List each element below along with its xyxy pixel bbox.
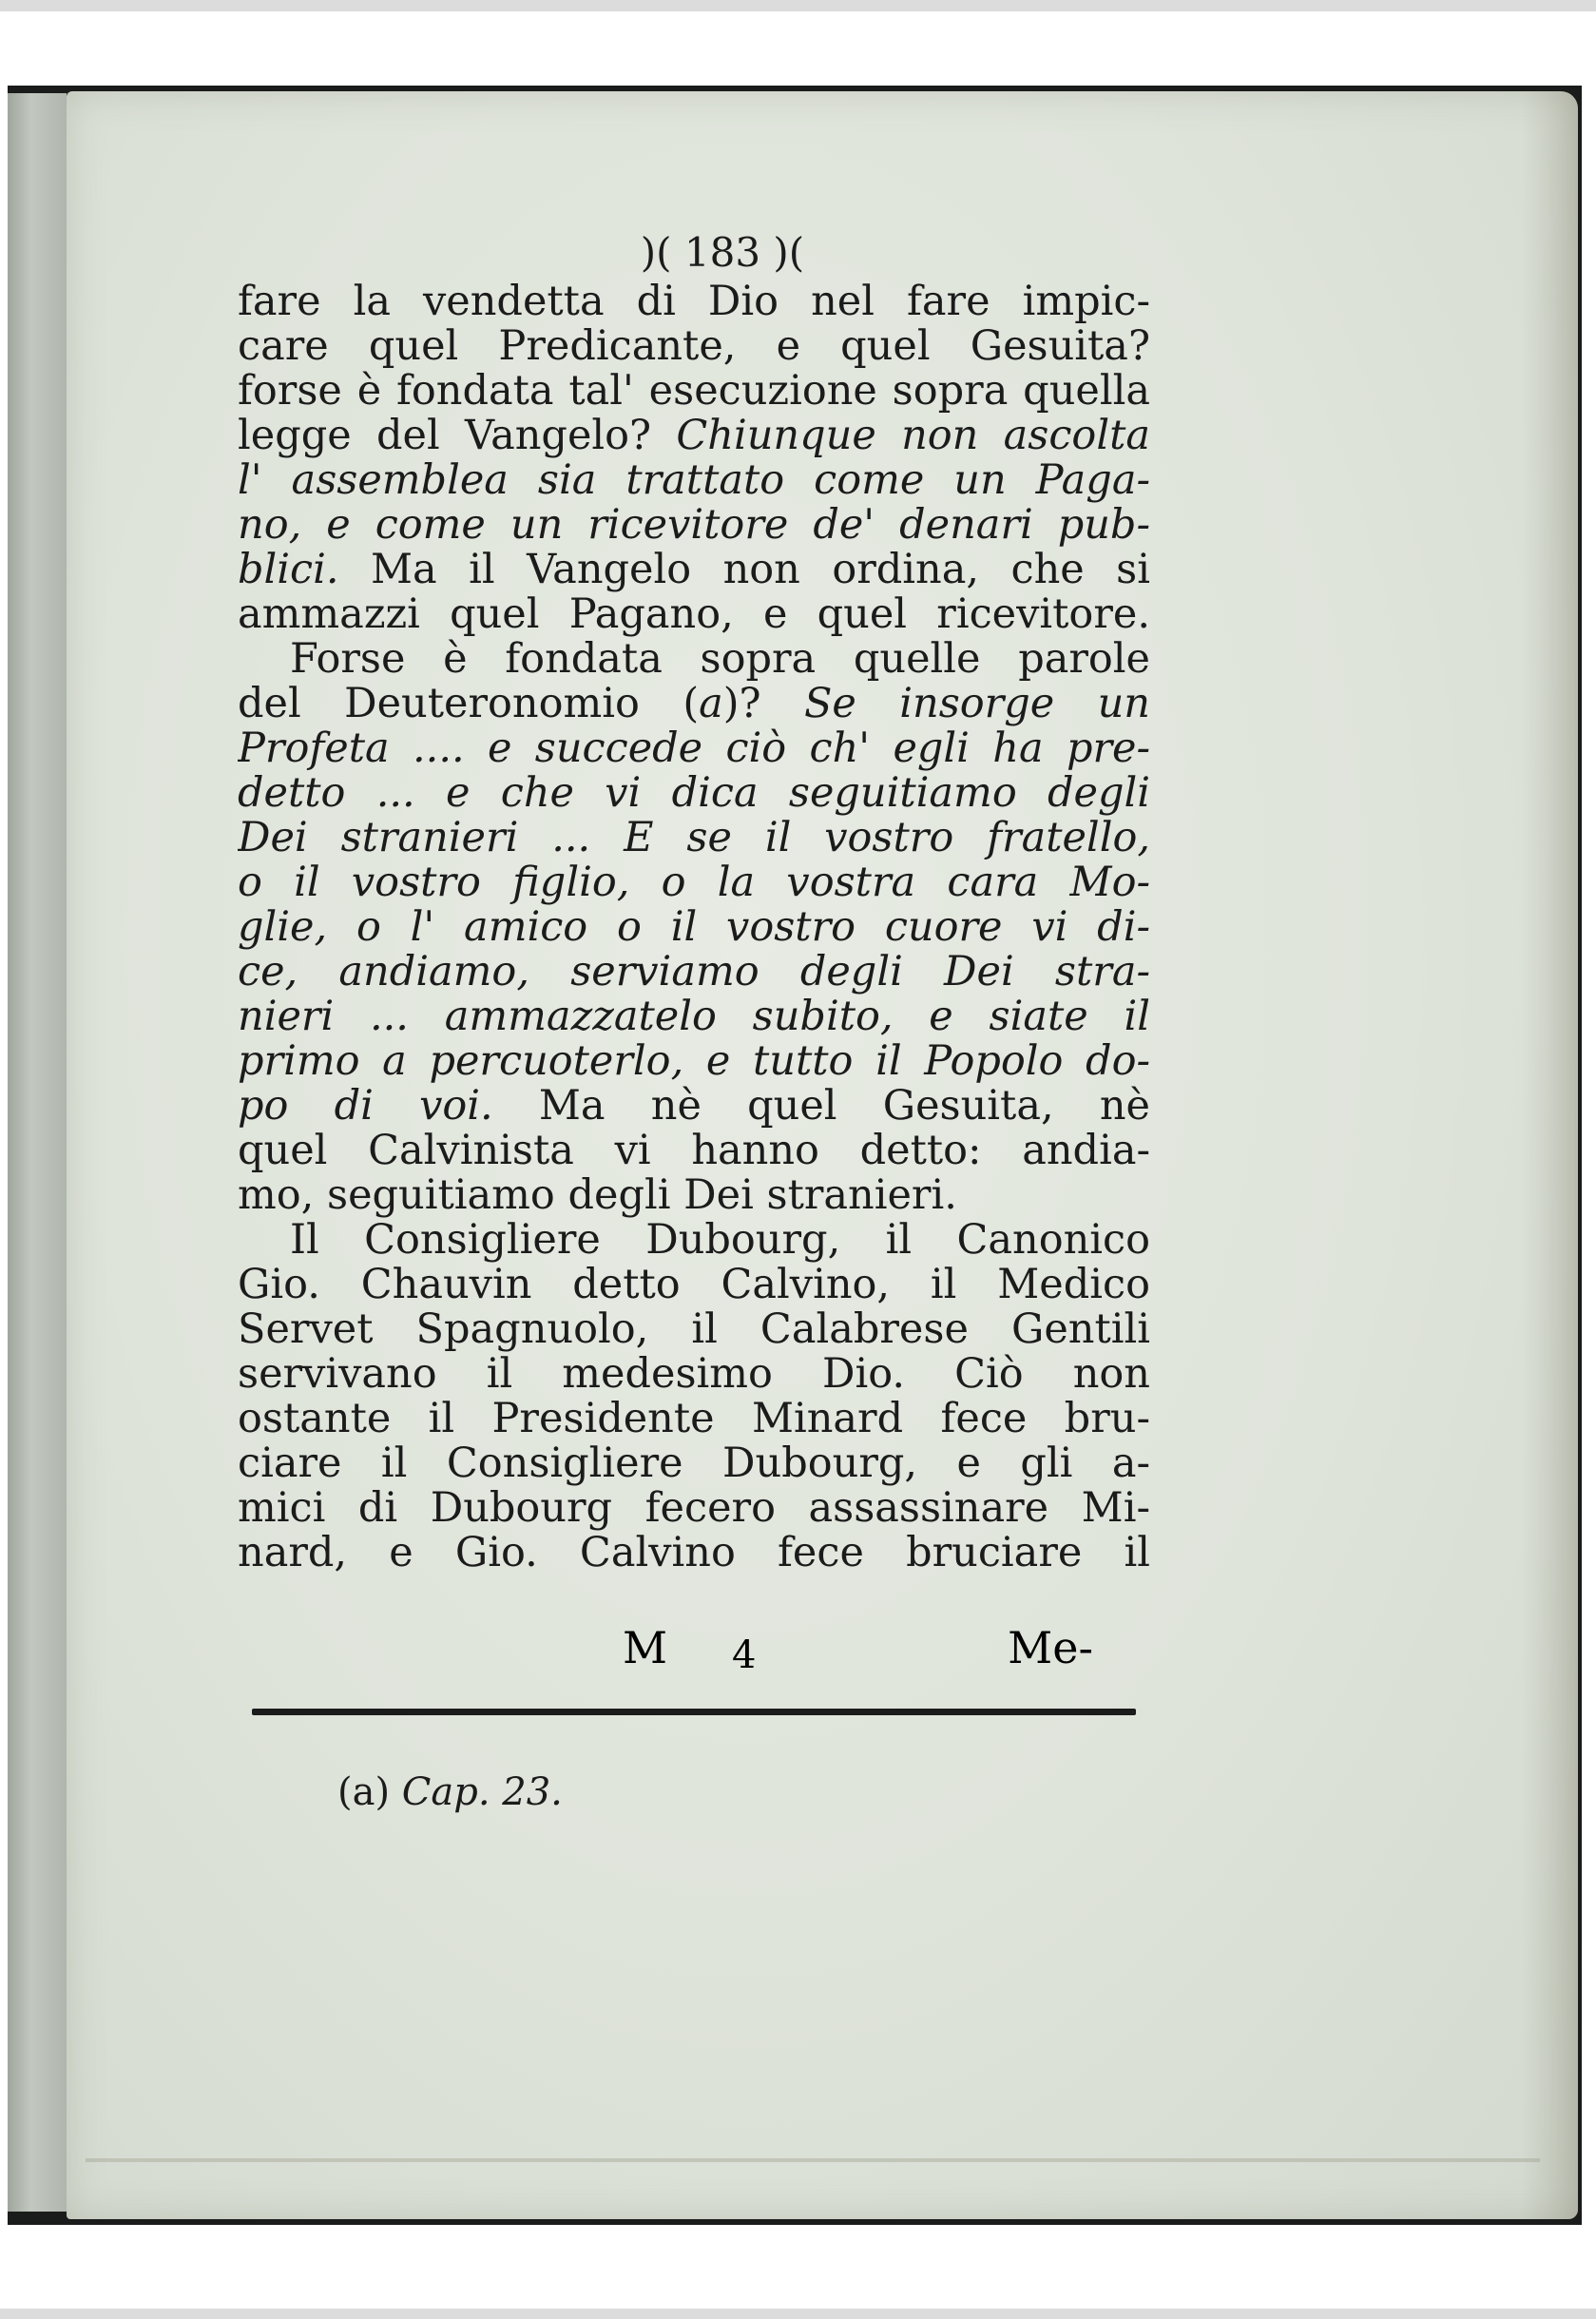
text-line (238, 1084, 1150, 1129)
facing-page-edge (8, 93, 67, 2212)
roman-text: Servet Spagnuolo, il Calabrese Gentili (238, 1307, 1150, 1352)
text-line (238, 592, 1150, 637)
catchword: Me- (1008, 1622, 1093, 1673)
text-line (238, 771, 1150, 816)
text-line (238, 816, 1150, 860)
page-text-block (238, 226, 1150, 1575)
roman-text: Ma nè quel Gesuita, nè (492, 1084, 1150, 1129)
italic-text: ce, andiamo, serviamo degli Dei stra- (238, 950, 1150, 995)
text-line (238, 1531, 1150, 1575)
italic-text: Dei stranieri ... E se il vostro fratello, (238, 816, 1150, 860)
italic-text: blici. (238, 548, 339, 592)
page-number-header: )( 183 )( (640, 229, 805, 276)
text-line (238, 950, 1150, 995)
scan-bottom-border (0, 2309, 1596, 2319)
italic-text: primo a percuoterlo, e tutto il Popolo do- (238, 1039, 1150, 1084)
footnote (337, 1770, 563, 1814)
text-line (238, 860, 1150, 905)
italic-text: no, e come un ricevitore de' denari pub- (238, 503, 1150, 548)
footnote-marker: (a) (337, 1770, 391, 1814)
italic-text: detto ... e che vi dica seguitiamo degli (238, 771, 1150, 816)
roman-text: servivano il medesimo Dio. Ciò non (238, 1352, 1150, 1397)
page-edge-shadow (1521, 91, 1578, 2219)
text-line (238, 1173, 1150, 1218)
text-line (238, 726, 1150, 771)
roman-text: del Deuteronomio ( (238, 682, 700, 726)
roman-text: Forse è fondata sopra quelle parole (290, 637, 1150, 682)
text-line (238, 503, 1150, 548)
text-line (238, 1129, 1150, 1173)
text-line (238, 1307, 1150, 1352)
footnote-text: Cap. 23. (401, 1770, 563, 1814)
text-line (238, 1263, 1150, 1307)
page-wear-line (86, 2158, 1540, 2162)
roman-text: mo, seguitiamo degli Dei stranieri. (238, 1173, 957, 1218)
roman-text: Il Consigliere Dubourg, il Canonico (290, 1218, 1150, 1263)
roman-text: legge del Vangelo? (238, 414, 677, 458)
text-line (238, 458, 1150, 503)
roman-text: mici di Dubourg fecero assassinare Mi- (238, 1486, 1150, 1531)
italic-text: Chiunque non ascolta (676, 414, 1150, 458)
text-line (238, 682, 1150, 726)
footnote-rule (252, 1709, 1136, 1715)
roman-text: Ma il Vangelo non ordina, che si (338, 548, 1150, 592)
text-line (238, 995, 1150, 1039)
roman-text: quel Calvinista vi hanno detto: andia- (238, 1129, 1150, 1173)
text-line (238, 548, 1150, 592)
roman-text: ostante il Presidente Minard fece bru- (238, 1397, 1150, 1441)
roman-text: )? (722, 682, 804, 726)
roman-text: ammazzi quel Pagano, e quel ricevitore. (238, 592, 1150, 637)
scan-top-border (0, 0, 1596, 11)
signature-line (238, 1622, 1150, 1675)
roman-text: Gio. Chauvin detto Calvino, il Medico (238, 1263, 1150, 1307)
italic-text: a (699, 682, 723, 726)
text-line (238, 637, 1150, 682)
italic-text: Se insorge un (803, 682, 1150, 726)
text-line (238, 1352, 1150, 1397)
text-line (238, 414, 1150, 458)
text-line (238, 1218, 1150, 1263)
text-line (238, 1397, 1150, 1441)
italic-text: Profeta .... e succede ciò ch' egli ha pre- (238, 726, 1150, 771)
text-line (238, 1486, 1150, 1531)
text-line (238, 1441, 1150, 1486)
italic-text: nieri ... ammazzatelo subito, e siate il (238, 995, 1150, 1039)
text-line (238, 905, 1150, 950)
italic-text: glie, o l' amico o il vostro cuore vi di- (238, 905, 1150, 950)
roman-text: nard, e Gio. Calvino fece bruciare il (238, 1531, 1150, 1575)
italic-text: o il vostro figlio, o la vostra cara Mo- (238, 860, 1150, 905)
signature-number: 4 (732, 1633, 757, 1677)
text-line (238, 369, 1150, 414)
italic-text: po di voi. (238, 1084, 493, 1129)
italic-text: l' assemblea sia trattato come un Paga- (238, 458, 1150, 503)
text-line (238, 1039, 1150, 1084)
body-text (238, 280, 1150, 1575)
signature-mark: M (623, 1622, 668, 1673)
text-line (238, 324, 1150, 369)
roman-text: fare la vendetta di Dio nel fare impic- (238, 280, 1150, 324)
roman-text: ciare il Consigliere Dubourg, e gli a- (238, 1441, 1150, 1486)
roman-text: care quel Predicante, e quel Gesuita? (238, 324, 1150, 369)
text-line (238, 280, 1150, 324)
roman-text: forse è fondata tal' esecuzione sopra quella (238, 369, 1150, 414)
